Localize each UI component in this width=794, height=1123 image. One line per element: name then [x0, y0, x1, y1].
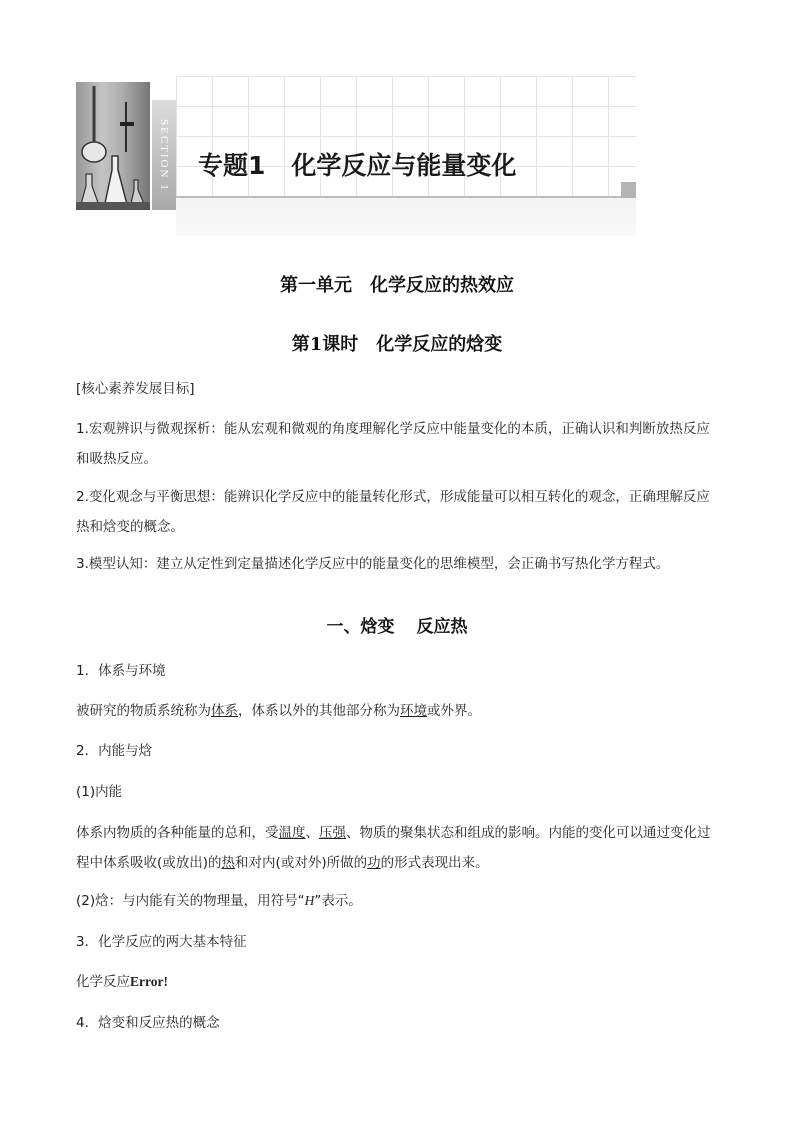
blank-answer: 功 — [367, 855, 381, 871]
subsection-4-title: 4．焓变和反应热的概念 — [76, 1015, 220, 1031]
text-run: 体系内物质的各种能量的总和，受 — [76, 825, 279, 841]
chapter-title — [198, 146, 516, 182]
subsection-2-item-1-title: (1)内能 — [76, 784, 123, 800]
topic-number: 专题1 — [198, 151, 266, 180]
lesson-title: 第1课时 化学反应的焓变 — [291, 334, 503, 355]
topic-title: 化学反应与能量变化 — [291, 151, 517, 180]
text-run: 和对内(或对外)所做的 — [235, 855, 368, 871]
text-run: 化学反应 — [76, 974, 130, 990]
text-run: 或外界。 — [427, 703, 481, 719]
enthalpy-symbol: H — [304, 893, 315, 908]
subsection-1-title: 1．体系与环境 — [76, 663, 166, 679]
section-strip — [152, 100, 176, 210]
blank-answer: 体系 — [211, 703, 238, 719]
subsection-2-item-1-text — [76, 818, 720, 878]
blank-answer: 环境 — [400, 703, 427, 719]
text-run: ”表示。 — [314, 893, 362, 909]
text-run: ，体系以外的其他部分称为 — [238, 703, 400, 719]
section-heading-b: 反应热 — [416, 617, 468, 637]
subsection-3-title: 3．化学反应的两大基本特征 — [76, 934, 247, 950]
banner-corner-block — [621, 182, 636, 198]
blank-answer: 温度 — [278, 825, 306, 841]
chapter-banner — [76, 76, 636, 236]
blank-answer: 热 — [221, 855, 236, 871]
core-goal-3: 3.模型认知：建立从定性到定量描述化学反应中的能量变化的思维模型，会正确书写热化学方程式。 — [76, 556, 670, 572]
core-goal-1: 1.宏观辨识与微观探析：能从宏观和微观的角度理解化学反应中能量变化的本质，正确认识和判断放热反应和吸热反应。 — [76, 421, 710, 467]
core-goal-2: 2.变化观念与平衡思想：能辨识化学反应中的能量转化形式，形成能量可以相互转化的观念，正确理解反应热和焓变的概念。 — [76, 489, 710, 535]
banner-divider — [176, 196, 621, 198]
text-run: 被研究的物质系统称为 — [76, 703, 211, 719]
section-label: SECTION 1 — [158, 118, 170, 192]
text-run: 、物质的聚集状态和组成的影响。内能的变化可以通过变化过程中体系吸收(或放出)的 — [76, 825, 711, 871]
subsection-1-text — [76, 696, 720, 726]
text-run: 的形式表现出来。 — [380, 855, 489, 871]
core-goals-heading: [核心素养发展目标] — [76, 381, 195, 397]
unit-title: 第一单元 化学反应的热效应 — [280, 275, 514, 296]
text-run: (2)焓：与内能有关的物理量，用符号“ — [76, 893, 305, 909]
blank-answer: 压强 — [319, 825, 346, 841]
error-placeholder: Error! — [130, 974, 168, 989]
subsection-3-text — [76, 967, 720, 997]
section-heading-a: 一、焓变 — [326, 617, 395, 637]
subsection-2-title: 2．内能与焓 — [76, 743, 153, 759]
flask-illustration — [76, 82, 150, 210]
section-heading — [0, 612, 794, 637]
banner-bottom-band — [176, 198, 636, 236]
lab-glassware-image — [76, 82, 150, 210]
text-run: 、 — [305, 825, 319, 841]
subsection-2-item-2 — [76, 886, 720, 916]
